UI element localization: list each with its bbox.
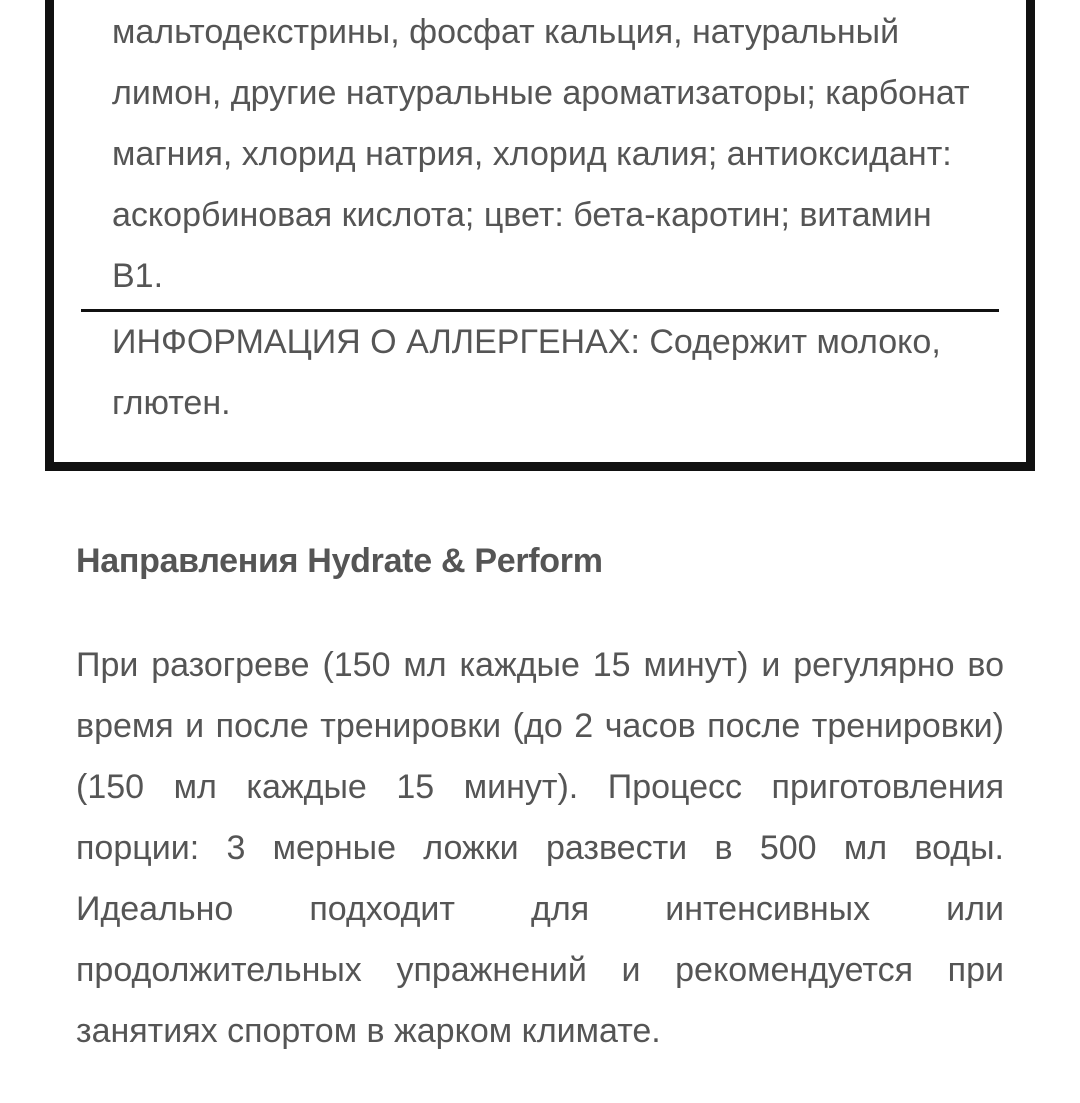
nutrition-label-box [45, 0, 1035, 471]
ingredients-text: мальтодекстрины, фосфат кальция, натуральный лимон, другие натуральные ароматизаторы; карбонат магния, хлорид натрия, хлорид калия; антиоксидант: аскорбиновая кислота; цвет: бета-каротин; витамин B1. [112, 13, 970, 295]
allergen-info-text: ИНФОРМАЦИЯ О АЛЛЕРГЕНАХ: Содержит молоко, глютен. [112, 323, 941, 422]
directions-heading: Направления Hydrate & Perform [76, 542, 603, 580]
directions-body-text: При разогреве (150 мл каждые 15 минут) и регулярно во время и после тренировки (до 2 часов после тренировки) (150 мл каждые 15 минут). Процесс приготовления порции: 3 мерные ложки развести в 500 мл воды. Идеально подходит для интенсивных или продолжительных упражнений и рекомендуется при занятиях спортом в жарком климате. [76, 646, 1004, 1050]
